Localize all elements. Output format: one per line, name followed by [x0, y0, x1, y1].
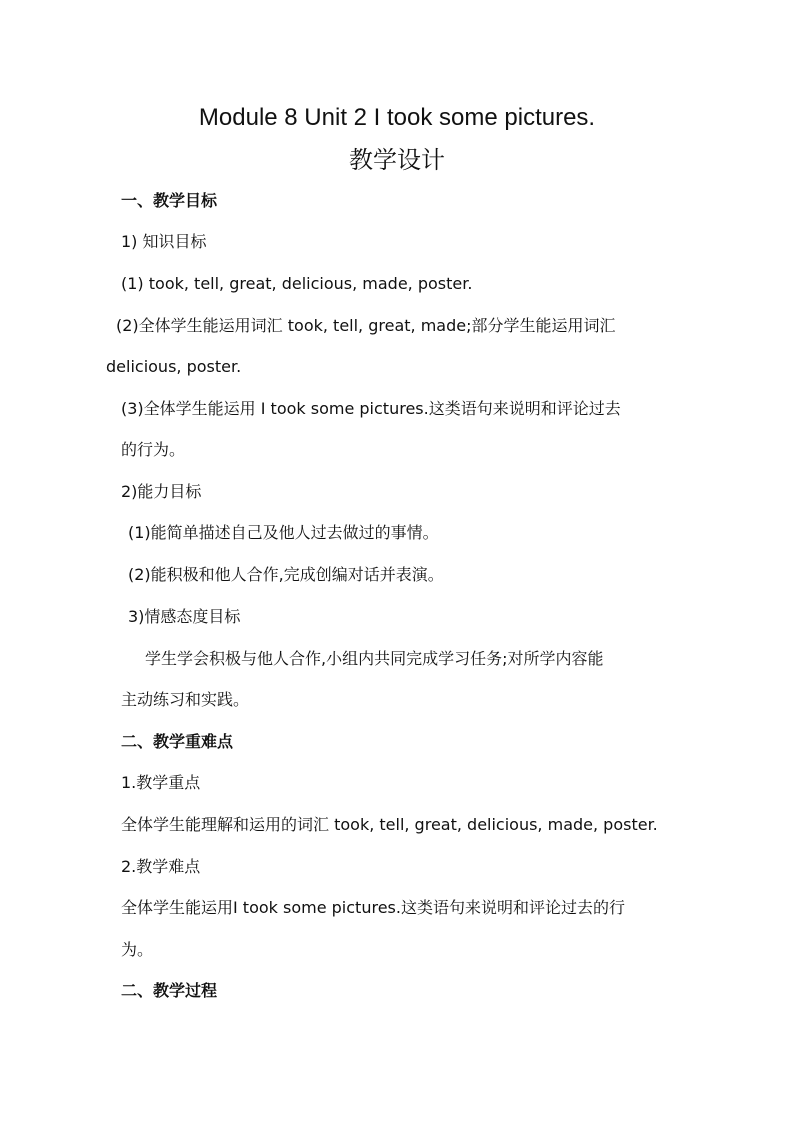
- paragraph-line: (3)全体学生能运用 I took some pictures.这类语句来说明和评论过去: [121, 399, 621, 418]
- paragraph-line: 的行为。: [121, 440, 186, 459]
- document-subtitle: 教学设计: [349, 146, 445, 174]
- paragraph-line: 2.教学难点: [121, 857, 201, 876]
- paragraph-line: 全体学生能运用I took some pictures.这类语句来说明和评论过去的行: [121, 898, 625, 917]
- paragraph-line: 为。: [121, 940, 154, 959]
- paragraph-line: 1.教学重点: [121, 773, 201, 792]
- paragraph-line: 2)能力目标: [121, 482, 202, 501]
- paragraph-line: 主动练习和实践。: [121, 690, 250, 709]
- paragraph-line: 全体学生能理解和运用的词汇 took, tell, great, delicious, made, poster.: [121, 815, 658, 834]
- paragraph-line: (2)全体学生能运用词汇 took, tell, great, made;部分学生能运用词汇: [116, 316, 616, 335]
- paragraph-line: 1) 知识目标: [121, 232, 207, 251]
- paragraph-line: delicious, poster.: [106, 357, 242, 376]
- paragraph-line: 学生学会积极与他人合作,小组内共同完成学习任务;对所学内容能: [145, 649, 604, 668]
- paragraph-line: (2)能积极和他人合作,完成创编对话并表演。: [128, 565, 444, 584]
- section-heading-key-difficult-points: 二、教学重难点: [121, 732, 234, 751]
- document-title: Module 8 Unit 2 I took some pictures.: [198, 104, 596, 131]
- paragraph-line: (1) took, tell, great, delicious, made, poster.: [121, 274, 473, 293]
- section-heading-teaching-goals: 一、教学目标: [121, 191, 218, 210]
- paragraph-line: (1)能简单描述自己及他人过去做过的事情。: [128, 523, 439, 542]
- paragraph-line: 3)情感态度目标: [128, 607, 241, 626]
- section-heading-teaching-process: 二、教学过程: [121, 981, 218, 1000]
